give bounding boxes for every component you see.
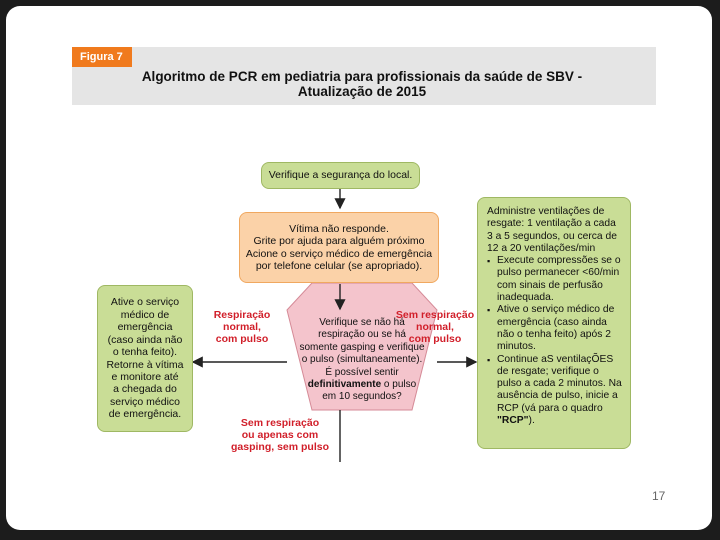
- alert-box: [239, 212, 439, 283]
- safety-text: Verifique a segurança do local.: [268, 169, 413, 182]
- left-box: [97, 285, 193, 432]
- decision-line: respiração ou se há: [318, 329, 406, 341]
- left-line: (caso ainda não: [107, 333, 183, 346]
- page-number: 17: [652, 489, 666, 503]
- figure-title-line1: Algoritmo de PCR em pediatria para profissionais da saúde de SBV -: [141, 69, 583, 84]
- right-bullet: [497, 354, 622, 428]
- label-bottom-line: ou apenas com: [241, 429, 319, 441]
- alert-line2: Grite por ajuda para alguém próximo: [253, 235, 425, 248]
- left-line: a chegada do: [113, 383, 177, 396]
- right-bullet: ▪ Ative o serviço médico de emergência (caso ainda não o tenha feito) após 2 minutos.: [497, 304, 622, 353]
- left-line: o tenha feito).: [112, 346, 178, 359]
- decision-line: Verifique se não há: [319, 317, 405, 328]
- left-line: médico de: [120, 308, 170, 321]
- left-line: e monitore até: [111, 370, 179, 383]
- left-line: serviço médico: [109, 395, 181, 408]
- alert-line1: Vítima não responde.: [289, 222, 389, 235]
- right-box: [477, 197, 631, 449]
- right-bullet: ▪ Execute compressões se o pulso permanecer <60/min com sinais de perfusão inadequada.: [497, 255, 622, 304]
- label-left-line: normal,: [223, 321, 261, 333]
- decision-bold: definitivamente: [307, 379, 382, 391]
- safety-box: [261, 162, 420, 189]
- label-right: [393, 309, 477, 345]
- flowchart-figure: [72, 47, 656, 462]
- left-line: de emergência.: [108, 408, 182, 421]
- decision-line: em 10 segundos?: [322, 391, 402, 403]
- decision-line: o pulso (simultaneamente).: [301, 354, 423, 366]
- label-right-line: normal,: [416, 321, 454, 333]
- label-left-line: Respiração: [213, 309, 271, 321]
- right-list: [487, 255, 622, 427]
- right-bullet-end: ).: [528, 415, 535, 427]
- left-line: Retorne à vítima: [106, 358, 184, 371]
- decision-rest: o pulso: [381, 379, 417, 391]
- label-left-line: com pulso: [215, 333, 269, 345]
- label-bottom: [227, 417, 333, 453]
- decision-line: [292, 379, 432, 391]
- decision-line: somente gasping e verifique: [299, 341, 425, 353]
- right-intro: Administre ventilações de resgate: 1 ventilação a cada 3 a 5 segundos, ou cerca de 12 a 20 ventilações/min: [487, 206, 617, 254]
- left-line: emergência: [117, 321, 173, 334]
- alert-line3: Acione o serviço médico de emergência: [245, 247, 433, 260]
- left-line: Ative o serviço: [110, 296, 180, 309]
- right-bullet-text: Continue aS ventilaçÕES de resgate; verifique o pulso a cada 2 minutos. Na ausência de pulso, inicie a RCP (vá para o quadro: [497, 353, 622, 414]
- label-bottom-line: Sem respiração: [240, 417, 320, 429]
- alert-line4: por telefone celular (se apropriado).: [255, 259, 423, 272]
- label-bottom-line: gasping, sem pulso: [230, 441, 330, 453]
- figure-title-line2: Atualização de 2015: [297, 84, 427, 99]
- label-right-line: Sem respiração: [395, 309, 475, 321]
- decision-line: É possível sentir: [325, 366, 399, 378]
- label-right-line: com pulso: [408, 333, 462, 345]
- label-left: [202, 309, 282, 345]
- figure-tag: Figura 7: [72, 47, 132, 67]
- right-bullet-bold: "RCP": [497, 415, 529, 427]
